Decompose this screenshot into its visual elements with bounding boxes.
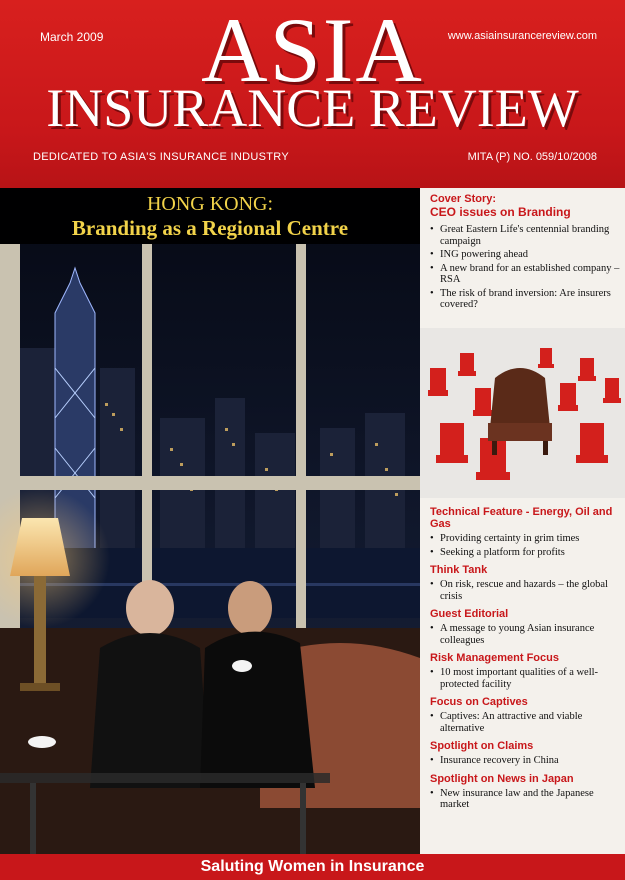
headline-line1: HONG KONG: — [146, 193, 274, 215]
list-item: • Seeking a platform for profits — [430, 547, 620, 559]
section-bullets — [430, 623, 620, 646]
mita-number: MITA (P) NO. 059/10/2008 — [467, 151, 597, 163]
title-insurance-review: INSURANCE REVIEW — [46, 78, 579, 138]
section-bullets — [430, 533, 620, 558]
masthead — [0, 0, 625, 188]
website-url: www.asiainsurancereview.com — [447, 30, 597, 42]
list-item: • 10 most important qualities of a well-protected facility — [430, 667, 620, 690]
list-item: • Captives: An attractive and viable alternative — [430, 711, 620, 734]
cover-story-list — [430, 224, 620, 311]
section-title: Think Tank — [430, 564, 488, 576]
section-bullets — [430, 755, 620, 767]
issue-date: March 2009 — [40, 30, 104, 44]
section-title: Spotlight on Claims — [430, 740, 534, 752]
office-night-scene — [0, 188, 420, 855]
contents-column — [420, 188, 625, 855]
red-chairs-illustration — [420, 328, 625, 498]
section-think-tank — [430, 564, 620, 602]
bottom-banner: Saluting Women in Insurance — [0, 854, 625, 880]
section-claims — [430, 740, 620, 767]
cover-story-kicker: Cover Story: — [430, 193, 497, 205]
section-risk-management — [430, 652, 620, 690]
section-bullets — [430, 579, 620, 602]
cover-story-block — [430, 193, 620, 313]
list-item: • A new brand for an established company – RSA — [430, 263, 620, 286]
section-bullets — [430, 667, 620, 690]
tagline: DEDICATED TO ASIA'S INSURANCE INDUSTRY — [33, 151, 289, 163]
section-title: Guest Editorial — [430, 608, 509, 620]
list-item: • Great Eastern Life's centennial branding campaign — [430, 224, 620, 247]
title-asia: ASIA — [201, 0, 424, 101]
section-technical-feature — [430, 506, 620, 558]
section-title: Spotlight on News in Japan — [430, 772, 574, 785]
headline-line2: Branding as a Regional Centre — [71, 216, 349, 240]
list-item: • Insurance recovery in China — [430, 755, 620, 767]
list-item: • On risk, rescue and hazards – the global crisis — [430, 579, 620, 602]
section-title: Technical Feature - Energy, Oil and Gas — [430, 506, 613, 530]
cover-photo — [0, 188, 420, 855]
list-item: • A message to young Asian insurance colleagues — [430, 623, 620, 646]
list-item: • ING powering ahead — [430, 249, 620, 261]
list-item: • Providing certainty in grim times — [430, 533, 620, 545]
section-title: Focus on Captives — [430, 696, 528, 708]
section-news-japan — [430, 773, 620, 811]
list-item: • The risk of brand inversion: Are insurers covered? — [430, 288, 620, 311]
section-title: Risk Management Focus — [430, 652, 559, 664]
sections-list — [430, 506, 620, 813]
section-bullets — [430, 788, 620, 811]
section-guest-editorial — [430, 608, 620, 646]
list-item: • New insurance law and the Japanese market — [430, 788, 620, 811]
section-bullets — [430, 711, 620, 734]
cover-story-title: CEO issues on Branding — [430, 205, 571, 219]
section-captives — [430, 696, 620, 734]
